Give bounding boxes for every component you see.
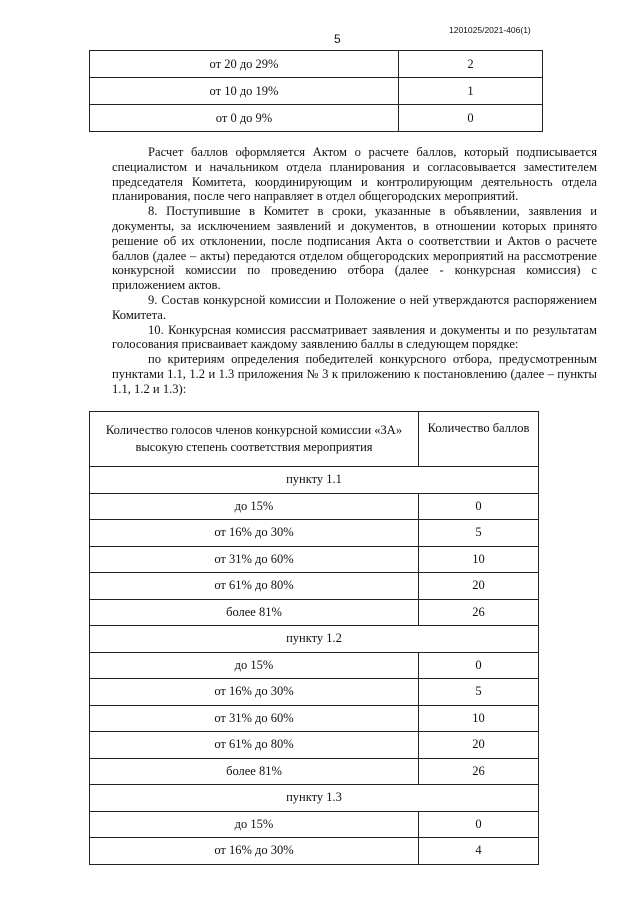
score-cell: 10: [419, 705, 539, 732]
score-cell: 2: [399, 51, 543, 78]
section-row: [90, 467, 539, 494]
table-row: [90, 705, 539, 732]
paragraph-10: 10. Конкурсная комиссия рассматривает заявления и документы и по результатам голосования присваивает каждому заявлению баллы в следующем порядке:: [112, 322, 597, 352]
score-cell: 0: [419, 811, 539, 838]
range-cell: от 61% до 80%: [90, 573, 419, 600]
score-cell: 4: [419, 838, 539, 865]
range-cell: от 16% до 30%: [90, 679, 419, 706]
table-row: [90, 78, 543, 105]
range-cell: от 0 до 9%: [90, 105, 399, 132]
score-cell: 0: [419, 652, 539, 679]
paragraph-criteria: по критериям определения победителей конкурсного отбора, предусмотренным пунктами 1.1, 1.2 и 1.3 приложения № 3 к приложению к постановлению (далее – пункты 1.1, 1.2 и 1.3):: [112, 352, 597, 396]
table-row: [90, 51, 543, 78]
range-cell: до 15%: [90, 652, 419, 679]
table-row: [90, 838, 539, 865]
table-row: [90, 546, 539, 573]
header-score: Количество баллов: [419, 412, 539, 467]
range-cell: от 61% до 80%: [90, 732, 419, 759]
table-row: [90, 105, 543, 132]
range-cell: от 31% до 60%: [90, 705, 419, 732]
table-row: [90, 652, 539, 679]
score-cell: 20: [419, 732, 539, 759]
section-title: пункту 1.2: [90, 626, 539, 653]
header-votes: Количество голосов членов конкурсной комиссии «ЗА» высокую степень соответствия мероприятия: [90, 412, 419, 467]
score-cell: 26: [419, 599, 539, 626]
table-header-row: [90, 412, 539, 467]
range-cell: до 15%: [90, 493, 419, 520]
page-number: 5: [334, 32, 341, 46]
table-row: [90, 732, 539, 759]
table-row: [90, 758, 539, 785]
paragraph-9: 9. Состав конкурсной комиссии и Положение о ней утверждаются распоряжением Комитета.: [112, 292, 597, 322]
score-cell: 5: [419, 520, 539, 547]
range-cell: до 15%: [90, 811, 419, 838]
range-cell: более 81%: [90, 758, 419, 785]
score-table-continued: [89, 50, 543, 132]
range-cell: от 31% до 60%: [90, 546, 419, 573]
body-text: [112, 145, 597, 397]
score-cell: 5: [419, 679, 539, 706]
table-row: [90, 811, 539, 838]
range-cell: от 10 до 19%: [90, 78, 399, 105]
score-cell: 26: [419, 758, 539, 785]
section-title: пункту 1.1: [90, 467, 539, 494]
range-cell: от 20 до 29%: [90, 51, 399, 78]
range-cell: более 81%: [90, 599, 419, 626]
score-cell: 20: [419, 573, 539, 600]
document-id: 1201025/2021-406(1): [449, 25, 531, 35]
section-title: пункту 1.3: [90, 785, 539, 812]
score-cell: 1: [399, 78, 543, 105]
section-row: [90, 626, 539, 653]
table-row: [90, 573, 539, 600]
voting-score-table: [89, 411, 539, 865]
table-row: [90, 599, 539, 626]
section-row: [90, 785, 539, 812]
score-cell: 0: [399, 105, 543, 132]
score-cell: 0: [419, 493, 539, 520]
paragraph: Расчет баллов оформляется Актом о расчете баллов, который подписывается специалистом и начальником отдела планирования и согласовывается заместителем председателя Комитета, координирующим и контролирующим деятельность отдела планирования, после чего направляет в отдел общегородских мероприятий.: [112, 145, 597, 204]
paragraph-8: 8. Поступившие в Комитет в сроки, указанные в объявлении, заявления и документы, за исключением заявлений и документов, в отношении которых принято решение об их отклонении, после подписания Акта о соответствии и Актов о расчете баллов (далее – акты) передаются отделом общегородских мероприятий на рассмотрение конкурсной комиссии по проведению отбора (далее - конкурсная комиссия) с приложением актов.: [112, 204, 597, 293]
table-row: [90, 520, 539, 547]
range-cell: от 16% до 30%: [90, 838, 419, 865]
score-cell: 10: [419, 546, 539, 573]
table-row: [90, 493, 539, 520]
range-cell: от 16% до 30%: [90, 520, 419, 547]
table-row: [90, 679, 539, 706]
